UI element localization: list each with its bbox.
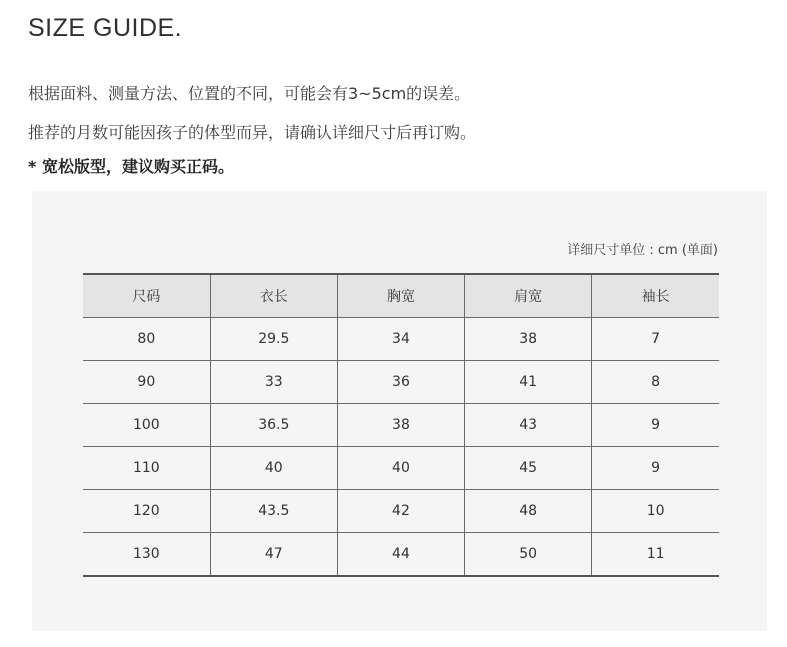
header-size: 尺码 xyxy=(83,274,210,318)
cell-size: 80 xyxy=(83,318,210,361)
cell-size: 110 xyxy=(83,447,210,490)
table-row xyxy=(83,447,719,490)
cell-shoulder: 50 xyxy=(465,533,592,577)
note-size-recommendation: 推荐的月数可能因孩子的体型而异，请确认详细尺寸后再订购。 xyxy=(28,123,477,142)
cell-chest: 44 xyxy=(337,533,464,577)
cell-length: 43.5 xyxy=(210,490,337,533)
header-length: 衣长 xyxy=(210,274,337,318)
cell-chest: 34 xyxy=(337,318,464,361)
cell-sleeve: 11 xyxy=(592,533,719,577)
page-title: SIZE GUIDE. xyxy=(28,14,183,42)
cell-length: 29.5 xyxy=(210,318,337,361)
cell-sleeve: 9 xyxy=(592,447,719,490)
cell-size: 90 xyxy=(83,361,210,404)
cell-size: 130 xyxy=(83,533,210,577)
size-table-panel xyxy=(32,191,767,631)
table-row xyxy=(83,533,719,577)
table-row xyxy=(83,404,719,447)
cell-sleeve: 7 xyxy=(592,318,719,361)
cell-chest: 36 xyxy=(337,361,464,404)
header-shoulder: 肩宽 xyxy=(465,274,592,318)
table-row xyxy=(83,361,719,404)
cell-length: 47 xyxy=(210,533,337,577)
cell-size: 100 xyxy=(83,404,210,447)
cell-shoulder: 48 xyxy=(465,490,592,533)
table-header-row xyxy=(83,274,719,318)
cell-shoulder: 38 xyxy=(465,318,592,361)
cell-shoulder: 41 xyxy=(465,361,592,404)
cell-sleeve: 8 xyxy=(592,361,719,404)
header-chest: 胸宽 xyxy=(337,274,464,318)
cell-sleeve: 10 xyxy=(592,490,719,533)
note-loose-fit: * 宽松版型，建议购买正码。 xyxy=(28,157,234,176)
cell-shoulder: 45 xyxy=(465,447,592,490)
cell-size: 120 xyxy=(83,490,210,533)
cell-chest: 42 xyxy=(337,490,464,533)
table-row xyxy=(83,318,719,361)
table-row xyxy=(83,490,719,533)
cell-length: 36.5 xyxy=(210,404,337,447)
note-measurement-error: 根据面料、测量方法、位置的不同，可能会有3~5cm的误差。 xyxy=(28,84,471,103)
cell-chest: 40 xyxy=(337,447,464,490)
cell-chest: 38 xyxy=(337,404,464,447)
header-sleeve: 袖长 xyxy=(592,274,719,318)
cell-length: 33 xyxy=(210,361,337,404)
cell-length: 40 xyxy=(210,447,337,490)
unit-label: 详细尺寸单位 : cm (单面) xyxy=(567,243,718,258)
cell-shoulder: 43 xyxy=(465,404,592,447)
cell-sleeve: 9 xyxy=(592,404,719,447)
size-table xyxy=(83,273,719,577)
